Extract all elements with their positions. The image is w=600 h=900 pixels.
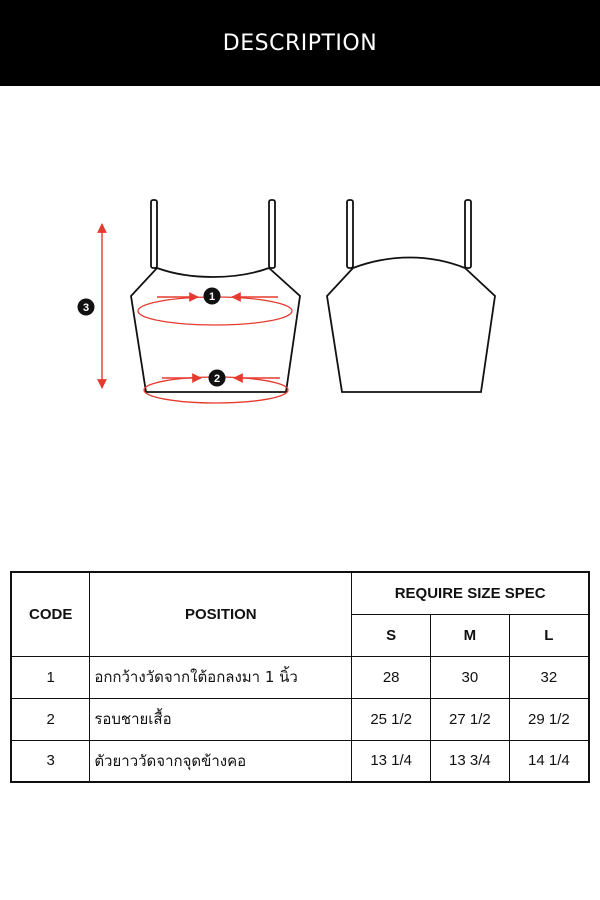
table-row bbox=[11, 698, 589, 740]
row-position: ตัวยาววัดจากจุดข้างคอ bbox=[90, 740, 352, 782]
callout-3-label: 3 bbox=[82, 302, 90, 314]
row-code: 3 bbox=[11, 740, 90, 782]
row-position: รอบชายเสื้อ bbox=[90, 698, 352, 740]
row-code: 1 bbox=[11, 656, 90, 698]
header-position: POSITION bbox=[90, 572, 352, 656]
table-row bbox=[11, 656, 589, 698]
row-value-s: 25 1/2 bbox=[352, 698, 431, 740]
garment-diagram bbox=[0, 180, 600, 420]
row-value-s: 13 1/4 bbox=[352, 740, 431, 782]
header-size-l: L bbox=[509, 614, 589, 656]
back-view bbox=[327, 200, 495, 392]
measurement-3-length bbox=[78, 224, 103, 388]
row-value-m: 27 1/2 bbox=[431, 698, 510, 740]
description-header bbox=[0, 0, 600, 86]
header-code: CODE bbox=[11, 572, 90, 656]
row-value-s: 28 bbox=[352, 656, 431, 698]
table-row bbox=[11, 740, 589, 782]
header-size-s: S bbox=[352, 614, 431, 656]
callout-1-label: 1 bbox=[208, 291, 216, 303]
row-value-l: 32 bbox=[509, 656, 589, 698]
row-value-l: 29 1/2 bbox=[509, 698, 589, 740]
row-position: อกกว้างวัดจากใต้อกลงมา 1 นิ้ว bbox=[90, 656, 352, 698]
row-value-l: 14 1/4 bbox=[509, 740, 589, 782]
size-spec-table bbox=[10, 571, 590, 783]
header-size-m: M bbox=[431, 614, 510, 656]
header-require-size-spec: REQUIRE SIZE SPEC bbox=[352, 572, 589, 614]
page-title: DESCRIPTION bbox=[222, 30, 378, 56]
table-header-row bbox=[11, 572, 589, 614]
callout-2-label: 2 bbox=[213, 373, 221, 385]
row-value-m: 13 3/4 bbox=[431, 740, 510, 782]
row-value-m: 30 bbox=[431, 656, 510, 698]
measurement-1-chest bbox=[138, 288, 292, 326]
row-code: 2 bbox=[11, 698, 90, 740]
measurement-2-hem bbox=[144, 370, 288, 404]
